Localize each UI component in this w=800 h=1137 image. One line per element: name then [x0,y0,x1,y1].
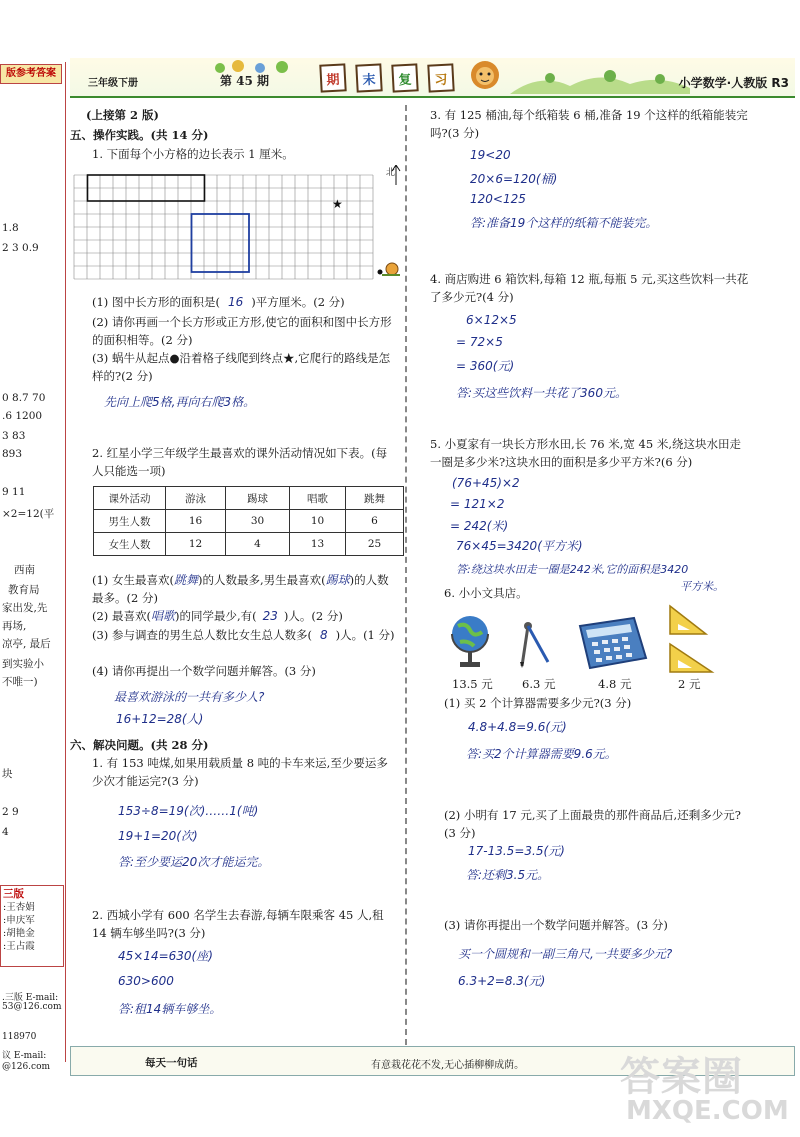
strip-fragment: 块 [2,768,13,780]
table-row [94,510,404,533]
strip-fragment: 893 [2,448,23,460]
handwritten-answer: 6.3+2=8.3(元) [458,974,546,988]
compass-icon [516,618,554,670]
handwritten-answer: 答:买2个计算器需要9.6元。 [466,747,617,761]
handwritten-answer: 16 [227,295,244,309]
handwritten-answer: 买一个圆规和一副三角尺,一共要多少元? [458,947,673,961]
question-6-3: 3. 有 125 桶油,每个纸箱装 6 桶,准备 19 个这样的纸箱能装完吗?(3 分) [430,108,748,140]
handwritten-answer: 答:买这些饮料一共花了360元。 [456,386,627,400]
question-text: )的人数最多,男生最喜欢( [197,573,326,587]
question-6-4: 4. 商店购进 6 箱饮料,每箱 12 瓶,每瓶 5 元,买这些饮料一共花了多少元?(4 分) [430,272,749,304]
handwritten-answer: 630>600 [118,974,174,988]
snail-icon [382,263,400,275]
subject-label: 小学数学·人教版 R3 [678,76,789,90]
handwritten-answer: 19+1=20(次) [118,829,198,843]
watermark-logo: 答案圈 [620,1054,743,1100]
question-text: )平方厘米。(2 分) [251,295,345,309]
handwritten-answer: 答:准备19个这样的纸箱不能装完。 [470,216,658,230]
grid-lines [74,175,373,279]
grade-label: 三年级下册 [88,78,138,89]
question-text: (1) 图中长方形的面积是( [92,295,220,309]
handwritten-answer: 答:绕这块水田走一圈是242米,它的面积是3420 [456,563,689,576]
strip-fragment: .6 1200 [2,410,43,422]
table-cell: 13 [290,533,346,556]
handwritten-answer: 17-13.5=3.5(元) [468,844,565,858]
start-point-icon [378,270,383,275]
handwritten-answer: 45×14=630(座) [118,949,213,963]
strip-fragment: 再场, [2,620,27,632]
table-cell: 30 [226,510,290,533]
question-5-1-1 [92,293,345,311]
survey-table [93,486,404,556]
question-5-1-2: (2) 请你再画一个长方形或正方形,使它的面积和图中长方形的面积相等。(2 分) [92,315,392,347]
daily-quote-label: 每天一句话 [145,1057,198,1069]
question-6-6-3: (3) 请你再提出一个数学问题并解答。(3 分) [444,918,668,932]
banner-title [320,64,454,92]
handwritten-answer: = 121×2 [450,497,505,511]
landscape-decoration-icon [510,66,690,94]
strip-fragment: 4 [2,826,9,838]
handwritten-answer: = 72×5 [456,335,503,349]
contact-line: 议 E-mail: [2,1051,47,1061]
table-cell: 男生人数 [94,510,166,533]
handwritten-answer: 最喜欢游泳的一共有多少人? [114,690,265,704]
handwritten-answer: 153÷8=19(次)……1(吨) [118,804,259,818]
question-5-1: 1. 下面每个小方格的边长表示 1 厘米。 [92,147,294,161]
page-header [70,58,795,98]
editor-line: :王杏娟 [3,902,35,913]
question-6-6: 6. 小小文具店。 [444,586,528,600]
editor-line: :胡艳金 [3,928,35,939]
handwritten-answer: 唱歌 [150,609,175,623]
strip-fragment: 3 83 [2,430,26,442]
daily-quote: 有意栽花花不发,无心插柳柳成荫。 [371,1060,525,1071]
question-6-5: 5. 小夏家有一块长方形水田,长 76 米,宽 45 米,绕这块水田走一圈是多少米?这块水田的面积是多少平方米?(6 分) [430,437,741,469]
handwritten-answer: = 242(米) [450,519,509,533]
table-header-cell: 唱歌 [290,487,346,510]
handwritten-answer: 答:还剩3.5元。 [466,868,550,882]
banner-char: 习 [427,63,454,92]
globe-icon [448,612,492,672]
question-6-1: 1. 有 153 吨煤,如果用载质量 8 吨的卡车来运,至少要运多少次才能运完?(3 分) [92,756,388,788]
price-ruler: 2 元 [678,677,701,691]
editor-line: :王占霞 [3,941,35,952]
handwritten-answer: 答:租14辆车够坐。 [118,1002,222,1016]
table-cell: 10 [290,510,346,533]
question-text: )人。(2 分) [283,609,343,623]
editor-box-title: 三版 [3,888,24,900]
table-row [94,533,404,556]
price-calculator: 4.8 元 [598,677,632,691]
drawn-square [192,214,250,272]
watermark-url: MXQE.COM [626,1096,789,1126]
question-5-2-3 [92,626,397,644]
handwritten-answer: 跳舞 [173,573,198,587]
strip-fragment: 家出发,先 [2,602,48,614]
strip-fragment: 9 11 [2,486,26,498]
handwritten-answer: 答:至少要运20次才能运完。 [118,855,270,869]
table-cell: 4 [226,533,290,556]
triangle-ruler-icon [668,604,716,674]
table-header-cell: 跳舞 [346,487,404,510]
handwritten-answer: = 360(元) [456,359,515,373]
question-text: )的同学最少,有( [174,609,257,623]
banner-char: 期 [319,63,346,92]
contact-line: 118970 [2,1032,37,1042]
contact-line: @126.com [2,1062,51,1072]
question-text: (1) 女生最喜欢( [92,573,174,587]
table-cell: 16 [166,510,226,533]
handwritten-answer: 6×12×5 [466,313,517,327]
table-header-cell: 游泳 [166,487,226,510]
banner-char: 复 [391,63,418,92]
question-5-2-1 [92,571,397,607]
question-5-1-3: (3) 蜗牛从起点●沿着格子线爬到终点★,它爬行的路线是怎样的?(2 分) [92,351,391,383]
handwritten-answer: 120<125 [470,192,526,206]
grid-figure [70,165,405,285]
handwritten-answer: 19<20 [470,148,511,162]
handwritten-answer: 23 [262,609,278,623]
strip-fragment: 2 9 [2,806,19,818]
handwritten-answer: 20×6=120(桶) [470,172,558,186]
question-6-6-1: (1) 买 2 个计算器需要多少元?(3 分) [444,696,632,710]
issue-label: 第 45 期 [220,74,270,88]
handwritten-answer: 平方米。 [680,580,724,593]
question-text: (2) 最喜欢( [92,609,151,623]
strip-fragment: ×2=12(平 [2,508,55,520]
question-6-2: 2. 西城小学有 600 名学生去春游,每辆车限乘客 45 人,租 14 辆车够坐吗?(3 分) [92,908,384,940]
calculator-icon [574,614,648,672]
section-6-title: 六、解决问题。(共 28 分) [70,738,209,752]
table-header-cell: 踢球 [226,487,290,510]
contact-line: 53@126.com [2,1002,62,1012]
contact-line: .三版 E-mail: [2,993,59,1003]
handwritten-answer: 16+12=28(人) [116,712,204,726]
table-cell: 25 [346,533,404,556]
strip-fragment: 0 8.7 70 [2,392,46,404]
question-5-2-2 [92,607,343,625]
table-cell: 女生人数 [94,533,166,556]
price-globe: 13.5 元 [452,677,493,691]
table-cell: 12 [166,533,226,556]
strip-fragment: 2 3 0.9 [2,242,39,254]
table-header-row [94,487,404,510]
strip-fragment: 不唯一) [2,676,38,688]
question-6-6-2: (2) 小明有 17 元,买了上面最贵的那件商品后,还剩多少元?(3 分) [444,808,741,840]
price-compass: 6.3 元 [522,677,556,691]
question-text: )的人数最多。(2 分) [92,573,389,605]
end-star-icon: ★ [332,197,343,211]
handwritten-answer: 先向上爬5格,再向右爬3格。 [104,395,256,409]
continued-note: (上接第 2 版) [86,108,159,122]
strip-fragment: 教育局 [8,584,40,596]
strip-fragment: 1.8 [2,222,19,234]
section-5-title: 五、操作实践。(共 14 分) [70,128,209,142]
banner-char: 末 [355,63,382,92]
table-cell: 6 [346,510,404,533]
handwritten-answer: 4.8+4.8=9.6(元) [468,720,567,734]
handwritten-answer: (76+45)×2 [452,476,520,490]
strip-fragment: 到实验小 [2,658,44,670]
handwritten-answer: 76×45=3420(平方米) [456,539,583,553]
north-label: 北 [386,168,396,178]
table-header-cell: 课外活动 [94,487,166,510]
handwritten-answer: 踢球 [325,573,350,587]
lion-mascot-icon [465,58,505,96]
handwritten-answer: 8 [319,628,328,642]
question-5-2-4: (4) 请你再提出一个数学问题并解答。(3 分) [92,664,316,678]
editor-box [0,885,64,967]
strip-fragment: 西南 [14,564,35,576]
question-5-2: 2. 红星小学三年级学生最喜欢的课外活动情况如下表。(每人只能选一项) [92,446,388,478]
column-divider [405,105,407,1045]
strip-fragment: 凉亭, 最后 [2,638,51,650]
answer-key-tag: 版参考答案 [0,64,62,84]
question-text: )人。(1 分) [335,628,395,642]
question-text: (3) 参与调查的男生总人数比女生总人数多( [92,628,312,642]
editor-line: :申庆军 [3,915,35,926]
